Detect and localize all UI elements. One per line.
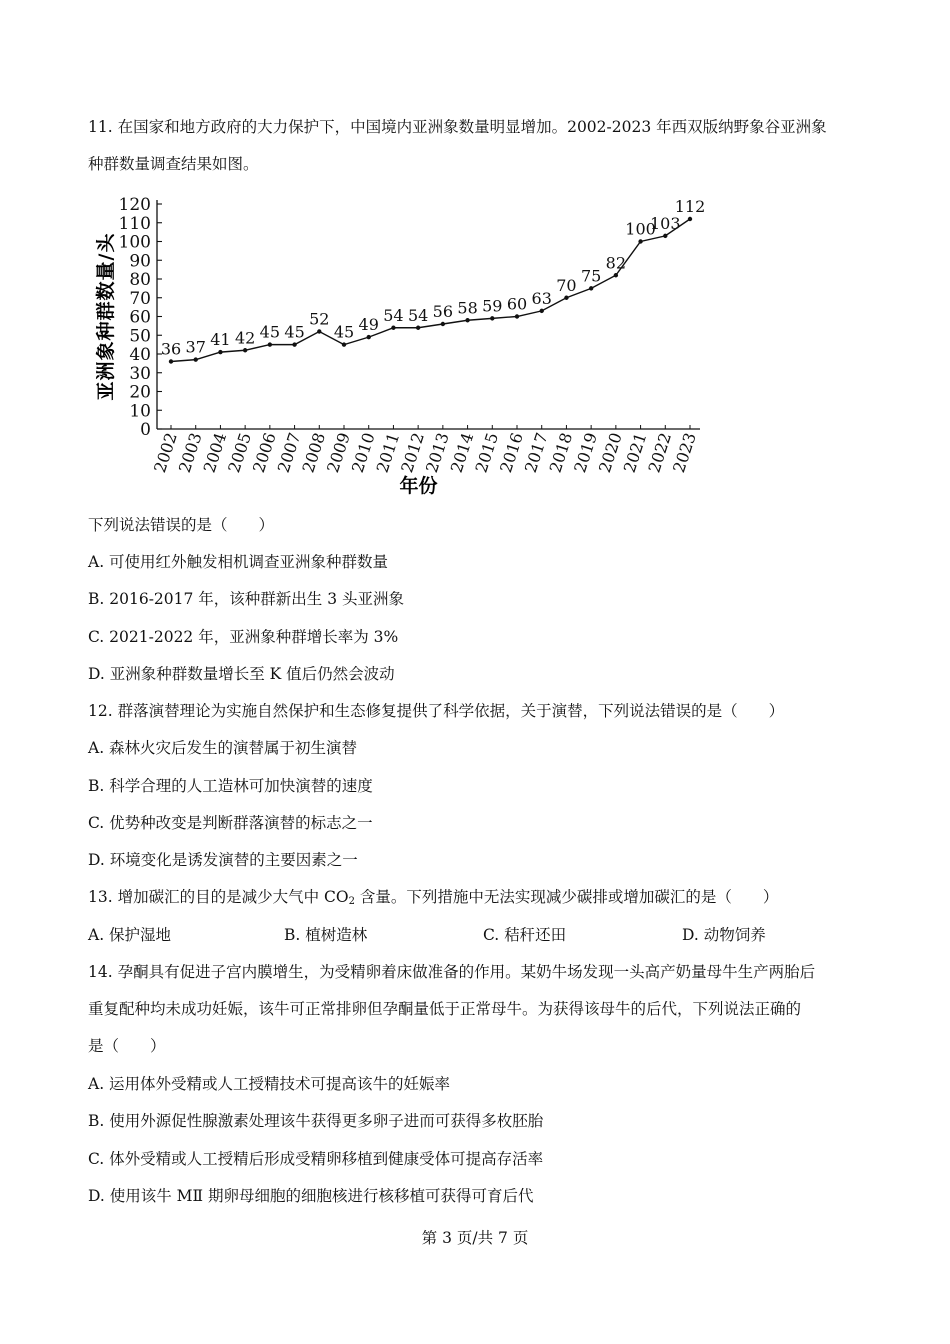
y-tick-label: 90 — [129, 251, 151, 272]
q12-option-c: C. 优势种改变是判断群落演替的标志之一 — [88, 814, 373, 832]
q11-prompt: 下列说法错误的是（ ） — [88, 516, 275, 534]
q13-stem — [88, 886, 778, 913]
data-point — [243, 348, 247, 352]
q13-stem-before: 13. 增加碳汇的目的是减少大气中 CO — [88, 888, 349, 906]
y-tick-label: 10 — [129, 401, 151, 422]
q14-option-d: D. 使用该牛 MⅡ 期卵母细胞的细胞核进行核移植可获得可育后代 — [88, 1187, 534, 1205]
data-point — [589, 286, 593, 290]
data-label: 59 — [482, 296, 503, 316]
x-axis-label: 年份 — [399, 475, 438, 497]
q11-stem-line1: 11. 在国家和地方政府的大力保护下，中国境内亚洲象数量明显增加。2002-2023 年西双版纳野象谷亚洲象 — [88, 118, 827, 136]
x-tick-label: 2003 — [174, 430, 206, 475]
q13-option-a: A. 保护湿地 — [88, 926, 172, 944]
data-label: 54 — [383, 305, 404, 325]
q12-stem: 12. 群落演替理论为实施自然保护和生态修复提供了科学依据，关于演替，下列说法错误的是（ ） — [88, 702, 785, 720]
x-tick-label: 2007 — [273, 430, 305, 475]
q11-option-b: B. 2016-2017 年，该种群新出生 3 头亚洲象 — [88, 590, 405, 608]
x-tick-label: 2011 — [372, 430, 404, 475]
q11-stem-line2: 种群数量调查结果如图。 — [88, 155, 259, 173]
x-tick-label: 2005 — [224, 430, 255, 475]
page-footer: 第 3 页/共 7 页 — [421, 1229, 529, 1247]
x-tick-label: 2006 — [249, 430, 280, 475]
q14-stem-line2: 重复配种均未成功妊娠，该牛可正常排卵但孕酮量低于正常母牛。为获得该母牛的后代，下列说法正确的 — [88, 1000, 802, 1018]
x-tick-label: 2010 — [347, 430, 379, 475]
data-point — [465, 318, 469, 322]
data-point — [268, 342, 272, 346]
q11-option-d: D. 亚洲象种群数量增长至 K 值后仍然会波动 — [88, 665, 395, 683]
data-point — [564, 296, 568, 300]
data-label: 37 — [185, 337, 206, 357]
q11-option-a: A. 可使用红外触发相机调查亚洲象种群数量 — [88, 553, 389, 571]
data-label: 60 — [506, 294, 528, 314]
q14-option-a: A. 运用体外受精或人工授精技术可提高该牛的妊娠率 — [88, 1075, 451, 1093]
data-point — [292, 342, 296, 346]
y-axis — [119, 195, 162, 440]
x-tick-label: 2008 — [298, 430, 330, 475]
x-tick-label: 2016 — [496, 430, 527, 475]
y-tick-label: 120 — [118, 195, 151, 215]
data-label: 45 — [259, 322, 281, 342]
data-label: 56 — [432, 302, 454, 321]
data-point — [638, 239, 642, 243]
data-label: 58 — [457, 298, 478, 318]
q13-option-b: B. 植树造林 — [284, 926, 368, 944]
y-tick-label: 0 — [140, 420, 151, 440]
y-axis-label: 亚洲象种群数量/头 — [95, 232, 117, 401]
data-label: 42 — [234, 328, 256, 348]
q13-option-d: D. 动物饲养 — [682, 926, 766, 944]
x-axis — [150, 425, 700, 475]
data-point — [317, 329, 321, 333]
x-tick-label: 2020 — [595, 430, 626, 475]
y-tick-label: 20 — [129, 382, 151, 403]
data-label: 49 — [358, 315, 379, 335]
data-label: 70 — [556, 275, 577, 295]
data-label: 45 — [333, 322, 355, 342]
population-line-chart — [90, 190, 730, 500]
q12-option-d: D. 环境变化是诱发演替的主要因素之一 — [88, 851, 358, 869]
data-label: 41 — [210, 330, 231, 350]
q13-stem-after: 含量。下列措施中无法实现减少碳排或增加碳汇的是（ ） — [354, 888, 779, 906]
y-tick-label: 30 — [129, 363, 151, 384]
y-tick-label: 70 — [129, 288, 151, 309]
x-tick-label: 2012 — [397, 430, 428, 475]
data-label: 100 — [625, 219, 656, 239]
data-point — [540, 309, 544, 313]
q12-option-a: A. 森林火灾后发生的演替属于初生演替 — [88, 739, 358, 757]
y-tick-label: 110 — [118, 213, 151, 234]
data-label: 82 — [605, 253, 627, 273]
data-label: 52 — [309, 309, 330, 329]
q11-option-c: C. 2021-2022 年，亚洲象种群增长率为 3% — [88, 628, 399, 646]
data-label: 54 — [407, 305, 429, 325]
x-tick-label: 2023 — [669, 430, 700, 475]
series — [161, 197, 705, 364]
data-label: 36 — [160, 339, 182, 359]
data-point — [218, 350, 222, 354]
x-tick-label: 2002 — [150, 430, 181, 475]
q13-option-c: C. 秸秆还田 — [483, 926, 567, 944]
data-point — [194, 357, 198, 361]
data-label: 103 — [650, 213, 681, 233]
y-tick-label: 60 — [129, 307, 151, 328]
data-label: 63 — [531, 288, 552, 308]
x-tick-label: 2014 — [446, 430, 478, 475]
data-label: 45 — [284, 322, 305, 342]
q14-stem-line1: 14. 孕酮具有促进子宫内膜增生，为受精卵着床做准备的作用。某奶牛场发现一头高产奶量母牛生产两胎后 — [88, 963, 816, 981]
data-point — [663, 234, 667, 238]
q13-stem-sub: 2 — [348, 896, 355, 907]
q14-option-c: C. 体外受精或人工授精后形成受精卵移植到健康受体可提高存活率 — [88, 1150, 544, 1168]
x-tick-label: 2009 — [323, 430, 354, 475]
x-tick-label: 2018 — [545, 430, 577, 475]
data-point — [169, 359, 173, 363]
x-tick-label: 2015 — [471, 430, 503, 475]
data-point — [342, 342, 346, 346]
data-point — [614, 273, 618, 277]
x-tick-label: 2021 — [619, 430, 651, 475]
data-point — [441, 322, 445, 326]
q14-stem-line3: 是（ ） — [88, 1037, 166, 1055]
x-tick-label: 2004 — [199, 430, 231, 475]
x-tick-label: 2019 — [570, 430, 601, 475]
data-point — [490, 316, 494, 320]
x-tick-label: 2017 — [520, 430, 552, 475]
data-point — [688, 217, 692, 221]
x-tick-label: 2022 — [644, 430, 676, 475]
q14-option-b: B. 使用外源促性腺激素处理该牛获得更多卵子进而可获得多枚胚胎 — [88, 1112, 544, 1130]
data-point — [416, 326, 420, 330]
data-point — [391, 326, 395, 330]
data-point — [367, 335, 371, 339]
data-label: 112 — [674, 197, 706, 216]
y-tick-label: 80 — [129, 270, 151, 290]
data-label: 75 — [580, 266, 602, 286]
y-tick-label: 40 — [129, 345, 151, 365]
data-point — [515, 314, 519, 318]
y-tick-label: 100 — [118, 232, 151, 253]
q12-option-b: B. 科学合理的人工造林可加快演替的速度 — [88, 777, 373, 795]
x-tick-label: 2013 — [422, 430, 453, 475]
y-tick-label: 50 — [129, 326, 151, 347]
